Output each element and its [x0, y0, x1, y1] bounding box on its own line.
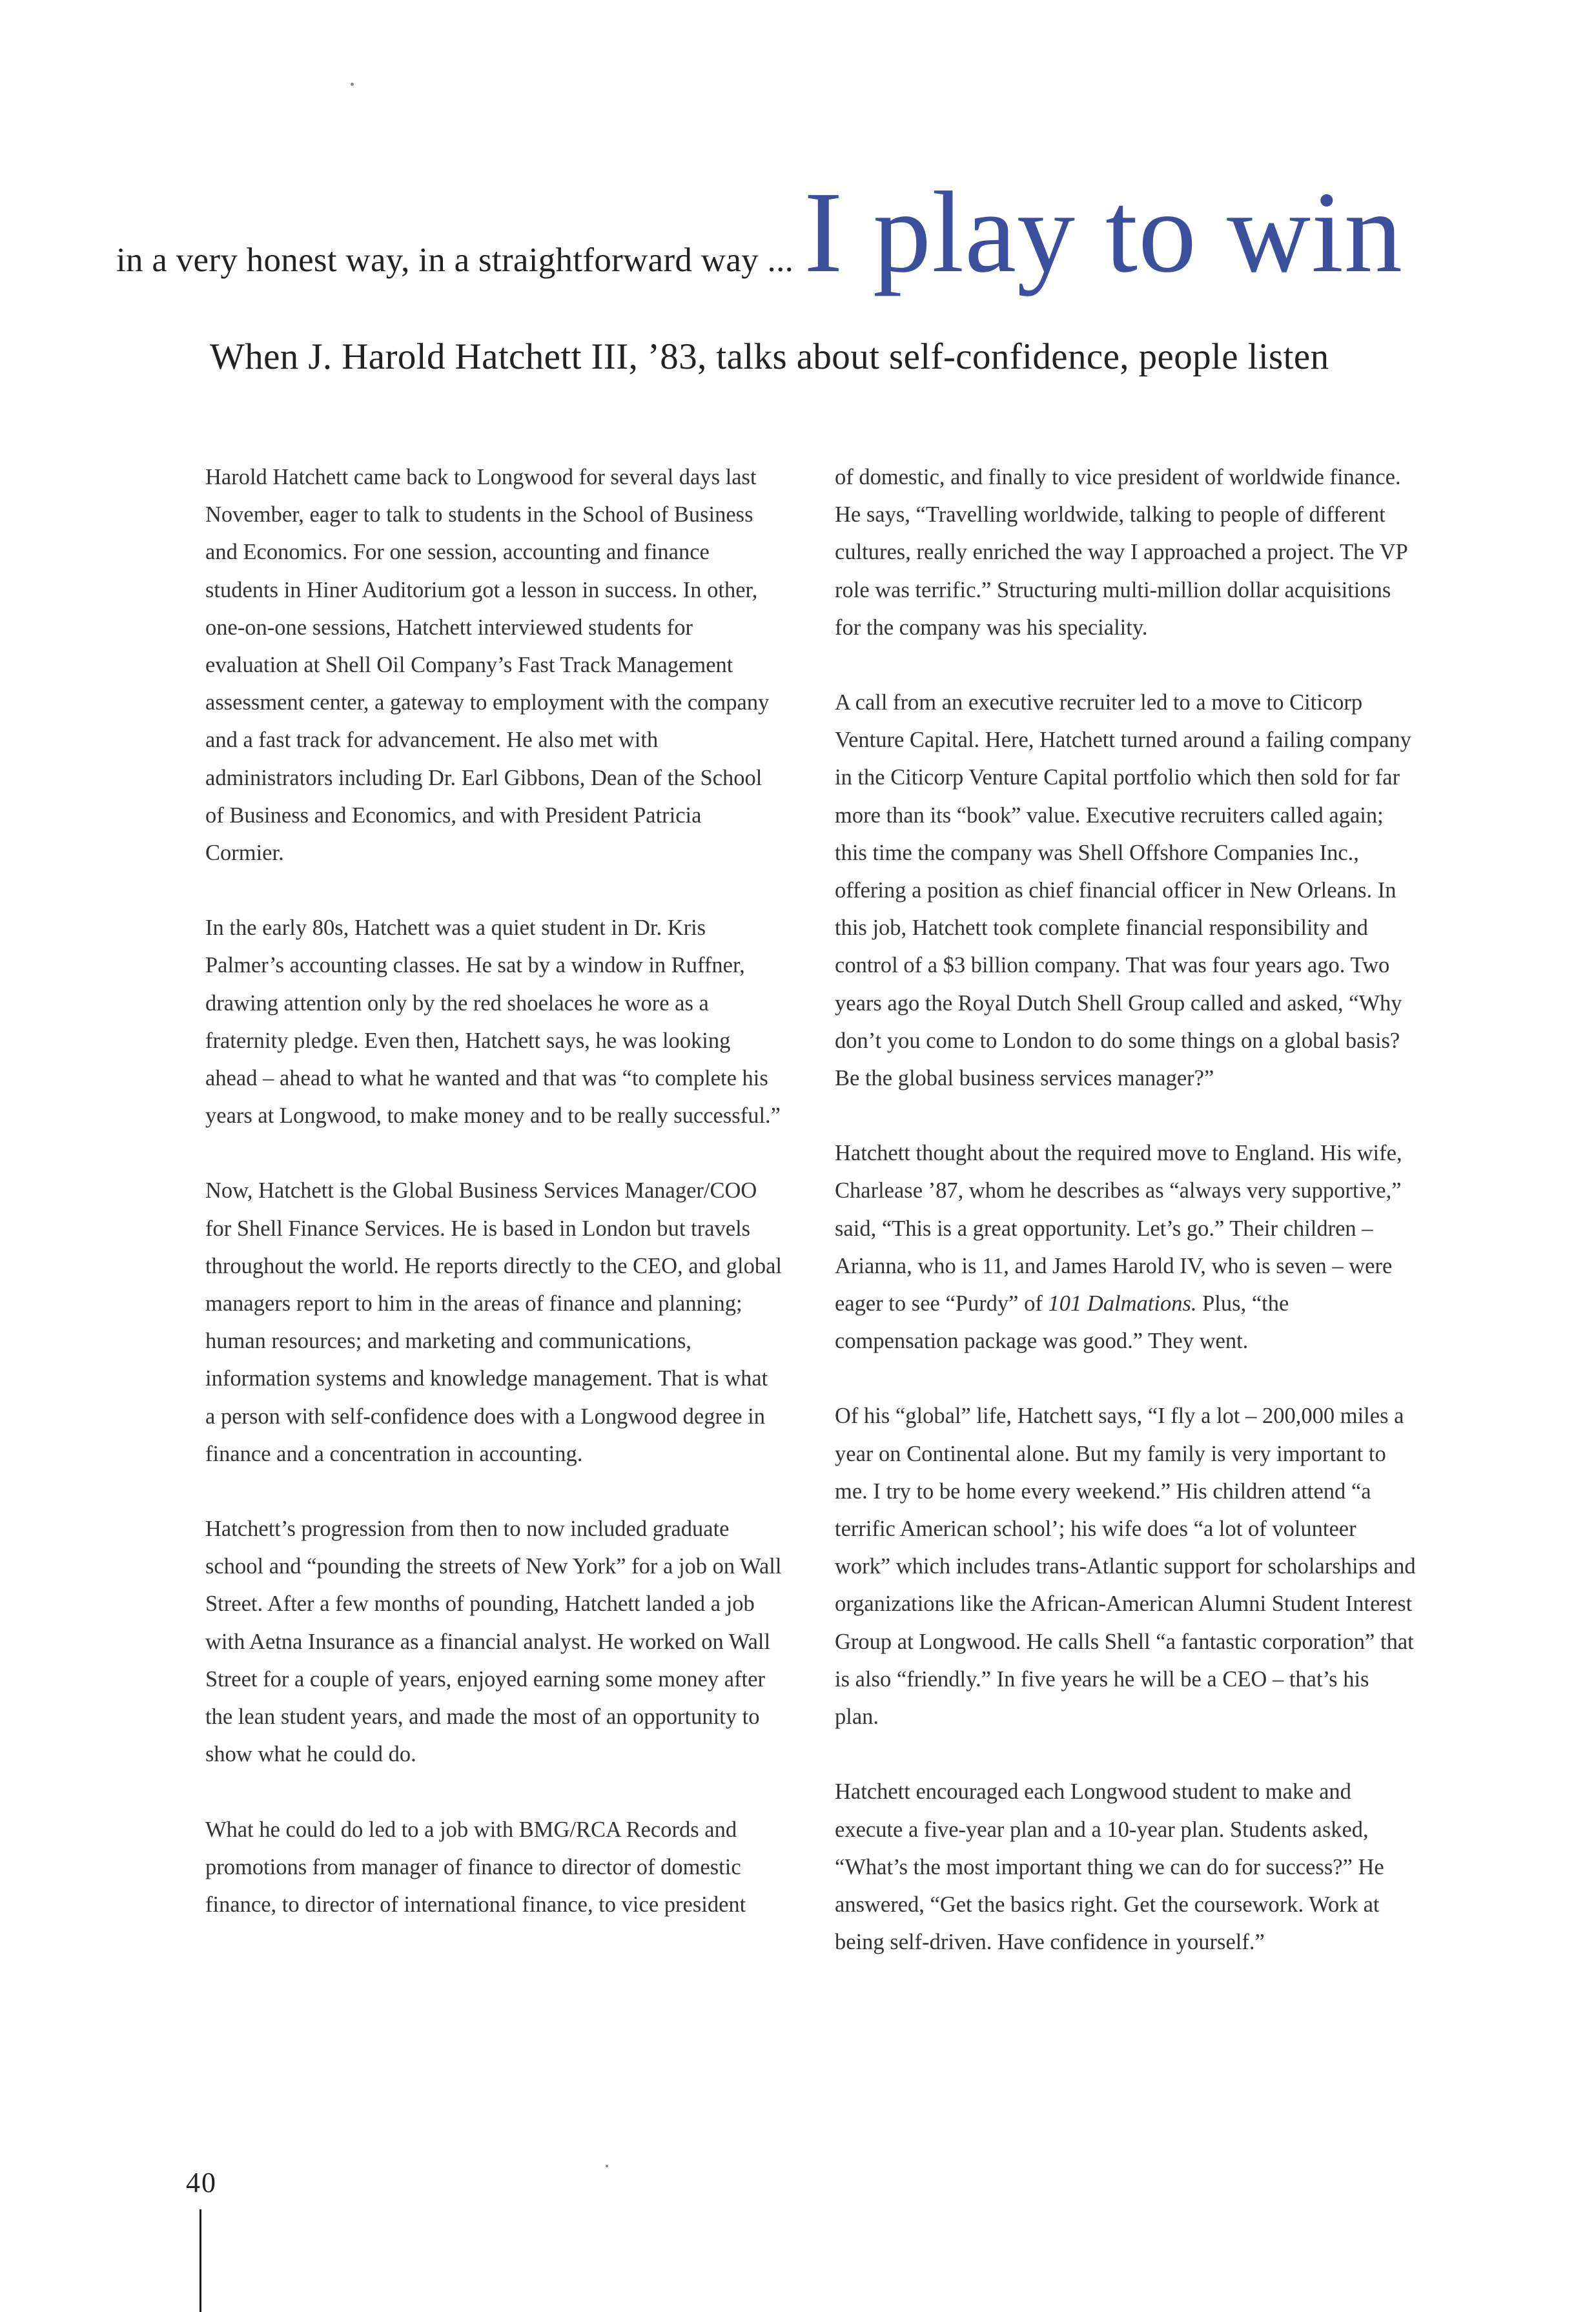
print-speck	[606, 2165, 608, 2167]
headline	[116, 168, 1407, 296]
paragraph: Hatchett’s progression from then to now included graduate school and “pounding the streets of New York” for a job on Wall Street. After a few months of pounding, Hatchett landed a job with Aetna Insurance as a financial analyst. He worked on Wall Street for a couple of years, enjoyed earning some money after the lean student years, and made the most of an opportunity to show what he could do.	[205, 1517, 782, 1767]
paragraph-text: Hatchett thought about the required move to England. His wife, Charlease ’87, whom he describes as “always very supportive,” said, “This is a great opportunity. Let’s go.” Their children – Arianna, who is 11, and James Harold IV, who is seven – were eager to see “Purdy” of	[835, 1141, 1402, 1316]
paragraph	[835, 1134, 1416, 1360]
left-column	[205, 458, 783, 1961]
page-number: 40	[186, 2167, 217, 2198]
paragraph-text: Plus, “the compensation package was good.” They went.	[835, 1291, 1289, 1354]
page-rule	[200, 2209, 201, 2312]
subhead: When J. Harold Hatchett III, ’83, talks about self-confidence, people listen	[210, 336, 1329, 377]
paragraph: of domestic, and finally to vice president of worldwide finance. He says, “Travelling worldwide, talking to people of different cultures, really enriched the way I approached a project. The VP role was terrific.” Structuring multi-million dollar acquisitions for the company was his speciality.	[835, 465, 1407, 640]
headline-lead: in a very honest way, in a straightforward way ...	[116, 241, 794, 279]
paragraph: In the early 80s, Hatchett was a quiet student in Dr. Kris Palmer’s accounting classes. He sat by a window in Ruffner, drawing attention only by the red shoelaces he wore as a fraternity pledge. Even then, Hatchett says, he was looking ahead – ahead to what he wanted and that was “to complete his years at Longwood, to make money and to be really successful.”	[205, 916, 781, 1129]
right-column	[835, 458, 1416, 1998]
headline-big: I play to win	[804, 168, 1404, 296]
paragraph: Now, Hatchett is the Global Business Services Manager/COO for Shell Finance Services. He is based in London but travels throughout the world. He reports directly to the CEO, and global managers report to him in the areas of finance and planning; human resources; and marketing and communications, information systems and knowledge management. That is what a person with self-confidence does with a Longwood degree in finance and a concentration in accounting.	[205, 1178, 782, 1466]
print-speck	[351, 83, 354, 86]
paragraph: What he could do led to a job with BMG/RCA Records and promotions from manager of finance to director of domestic finance, to director of international finance, to vice president	[205, 1817, 746, 1917]
paragraph: Harold Hatchett came back to Longwood for several days last November, eager to talk to students in the School of Business and Economics. For one session, accounting and finance students in Hiner Auditorium got a lesson in success. In other, one-on-one sessions, Hatchett interviewed students for evaluation at Shell Oil Company’s Fast Track Management assessment center, a gateway to employment with the company and a fast track for advancement. He also met with administrators including Dr. Earl Gibbons, Dean of the School of Business and Economics, and with President Patricia Cormier.	[205, 465, 770, 866]
book-title: 101 Dalmations.	[1048, 1291, 1197, 1316]
paragraph: Hatchett encouraged each Longwood student to make and execute a five-year plan and a 10-year plan. Students asked, “What’s the most important thing we can do for success?” He answered, “Get the basics right. Get the coursework. Work at being self-driven. Have confidence in yourself.”	[835, 1779, 1384, 1955]
paragraph: A call from an executive recruiter led to a move to Citicorp Venture Capital. Here, Hatchett turned around a failing company in the Citicorp Venture Capital portfolio which then sold for far more than its “book” value. Executive recruiters called again; this time the company was Shell Offshore Companies Inc., offering a position as chief financial officer in New Orleans. In this job, Hatchett took complete financial responsibility and control of a $3 billion company. That was four years ago. Two years ago the Royal Dutch Shell Group called and asked, “Why don’t you come to London to do some things on a global basis? Be the global business services manager?”	[835, 690, 1411, 1091]
paragraph: Of his “global” life, Hatchett says, “I fly a lot – 200,000 miles a year on Continental alone. But my family is very important to me. I try to be home every weekend.” His children attend “a terrific American school’; his wife does “a lot of volunteer work” which includes trans-Atlantic support for scholarships and organizations like the African-American Alumni Student Interest Group at Longwood. He calls Shell “a fantastic corporation” that is also “friendly.” In five years he will be a CEO – that’s his plan.	[835, 1404, 1416, 1730]
